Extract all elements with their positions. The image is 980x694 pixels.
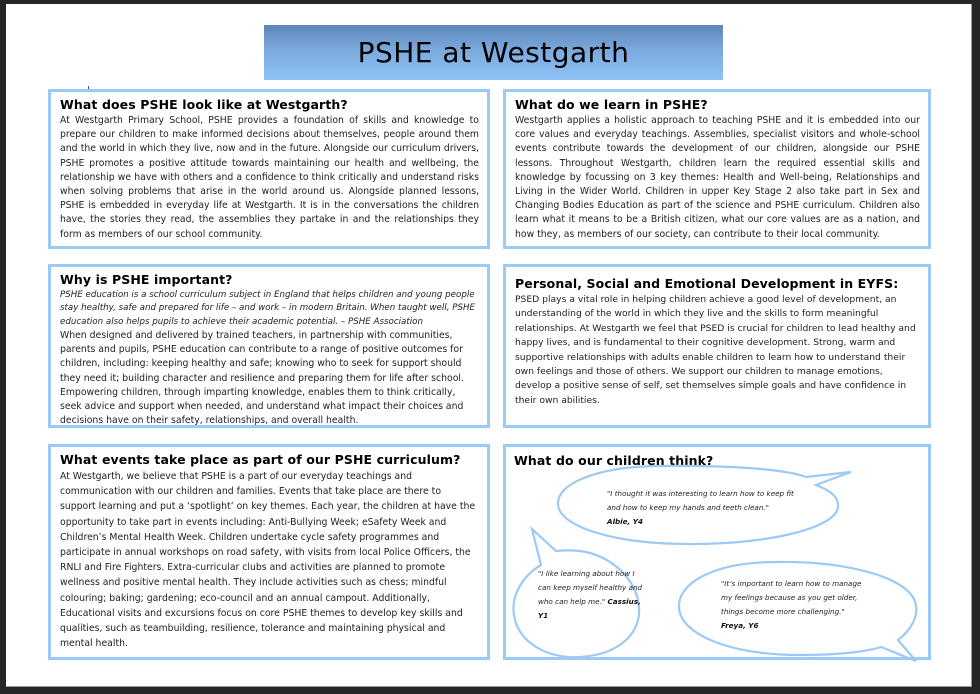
- section-heading: What does PSHE look like at Westgarth?: [60, 97, 348, 112]
- section-heading: What events take place as part of our PSHE curriculum?: [60, 452, 461, 467]
- section-body: When designed and delivered by trained teachers, in partnership with communities, parents and pupils, PSHE education can contribute to a range of positive outcomes for children, including: keeping healthy and safe; knowing who to seek for support should they need it; building character and resilience and preparing them for life after school. Empowering children, through imparting knowledge, enables them to think critically, seek advice and support when needed, and understand what impact their choices and decisions have on their safety, relationships, and overall health.: [60, 329, 464, 427]
- child-quote-albie: [607, 487, 807, 529]
- section-body: PSED plays a vital role in helping children achieve a good level of development, an understanding of the world in which they live and the skills to form meaningful relationships. At Westgarth we feel that PSED is crucial for children to lead healthy and happy lives, and is fundamental to their cognitive development. Strong, warm and supportive relationships with adults enable children to learn how to understand their own feelings and those of others. We support our children to manage emotions, develop a positive sense of self, set themselves simple goals and have confidence in their own abilities.: [515, 294, 916, 406]
- quote-author: Freya, Y6: [721, 621, 759, 630]
- child-quote-cassius: [538, 567, 648, 623]
- quote-text: "It’s important to learn how to manage my feelings because as you get older, things become more challenging.": [721, 579, 862, 616]
- page-title: PSHE at Westgarth: [264, 25, 723, 80]
- child-quote-freya: [721, 577, 871, 633]
- section-children-think: [503, 444, 931, 660]
- section-body: At Westgarth Primary School, PSHE provides a foundation of skills and knowledge to prepare our children to make informed decisions about themselves, people around them and the world in which they live, now and in the future. Alongside our curriculum drivers, PSHE promotes a positive attitude towards maintaining our health and wellbeing, the relationship we have with others and a confidence to think critically and understand risks when solving problems that arise in the world around us. Alongside planned lessons, PSHE is embedded in everyday life at Westgarth. It is in the conversations the children have, the stories they read, the assemblies they partake in and the relationships they form as members of our school community.: [60, 115, 479, 240]
- section-body: Westgarth applies a holistic approach to teaching PSHE and it is embedded into our core values and everyday teachings. Assemblies, specialist visitors and whole-school events contribute towards the development of our children, alongside our PSHE lessons. Throughout Westgarth, children learn the required essential skills and knowledge by focussing on 3 key themes: Health and Well-being, Relationships and Living in the Wider World. Children in upper Key Stage 2 also take part in Sex and Changing Bodies Education as part of the science and PSHE curriculum. Children also learn what it means to be a British citizen, what our core values are as a nation, and how they, as members of our society, can contribute to their local community.: [515, 115, 920, 240]
- quote-text: "I like learning about how I can keep myself healthy and who can help me.": [538, 569, 643, 606]
- section-heading: What do we learn in PSHE?: [515, 97, 708, 112]
- section-eyfs-psed: [503, 264, 931, 428]
- section-events: [48, 444, 490, 660]
- section-heading: Why is PSHE important?: [60, 272, 233, 287]
- association-quote: PSHE education is a school curriculum subject in England that helps children and young people stay healthy, safe and prepared for life – and work – in modern Britain. When taught well, PSHE education also helps pupils to achieve their academic potential. – PSHE Association: [60, 290, 476, 327]
- section-heading: What do our children think?: [514, 453, 714, 468]
- section-why-pshe-important: [48, 264, 490, 428]
- quote-author: Cassius, Y1: [538, 597, 641, 620]
- section-what-pshe-looks-like: [48, 89, 490, 249]
- quote-author: Albie, Y4: [607, 517, 643, 526]
- section-what-we-learn: [503, 89, 931, 249]
- quote-text: "I thought it was interesting to learn how to keep fit and how to keep my hands and teeth clean.": [607, 489, 794, 512]
- section-body: At Westgarth, we believe that PSHE is a part of our everyday teachings and communication with our children and families. Events that take place are there to support learning and put a ‘spotlight’ on key themes. Each year, the children at have the opportunity to take part in events including: Anti-Bullying Week; eSafety Week and Children’s Mental Health Week. Children undertake cycle safety programmes and participate in annual workshops on road safety, with visits from local Police Officers, the RNLI and Fire Fighters. Extra-curricular clubs and activities are planned to promote wellness and positive mental health. They include activities such as chess; mindful colouring; baking; gardening; eco-council and an annual campout. Additionally, Educational visits and excursions focus on core PSHE themes to develop key skills and qualities, such as teambuilding, resilience, tolerance and maintaining physical and mental health.: [60, 471, 476, 650]
- section-heading: Personal, Social and Emotional Development in EYFS:: [515, 276, 899, 291]
